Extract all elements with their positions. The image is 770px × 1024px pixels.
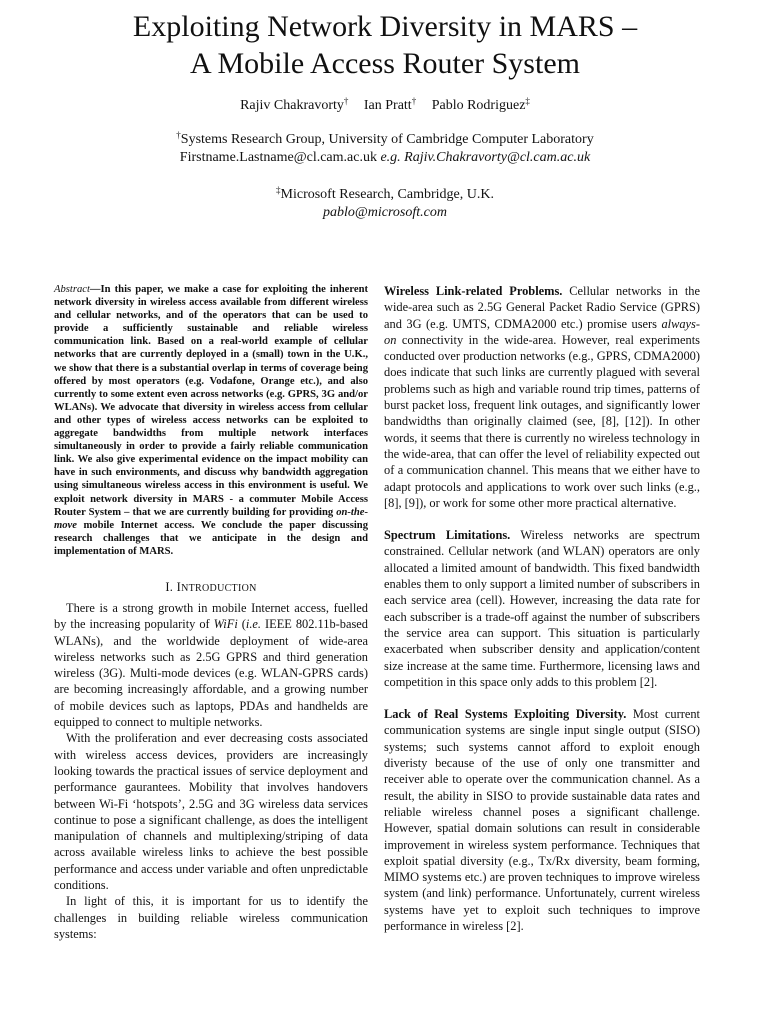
- paper-title: [0, 8, 770, 82]
- abstract: Abstract—In this paper, we make a case for exploiting the inherent network diversity in wireless access available from different wireless and cellular networks, and of the operators that can be used to provide a sufficiently sustainable and reliable wireless communication link. Based on a real-world example of cellular networks that are currently deployed in a (small) town in the U.K., we show that there is a substantial overlap in terms of coverage being offered by most operators (e.g. Vodafone, Orange etc.), and also currently to some extent even across networks (e.g. GPRS, 3G and/or WLANs). We advocate that diversity in wireless access from cellular and other types of wireless access networks can be exploited to aggregate bandwidths from multiple network interfaces simultaneously in order to provide a fairly reliable communication link. We also give experimental evidence on the impact mobility can have in such environments, and discuss why bandwidth aggregation using simultaneous wireless access in this environment is useful. We exploit network diversity in MARS - a commuter Mobile Access Router System – that we are currently building for providing on-the-move mobile Internet access. We conclude the paper discussing research challenges that we anticipate in the design and implementation of MARS.: [54, 284, 368, 557]
- intro-paragraph-3: In light of this, it is important for us to identify the challenges in building reliable wireless communication systems:: [54, 894, 368, 941]
- author-2: Ian Pratt†: [363, 96, 417, 113]
- intro-paragraph-1: There is a strong growth in mobile Internet access, fuelled by the increasing popularity of WiFi (i.e. IEEE 802.11b-based WLANs), and the worldwide deployment of wide-area wireless networks such as 2.5G GPRS and third generation wireless (3G). Multi-mode devices (e.g. WLAN-GPRS cards) are becoming increasingly affordable, and a growing number of mobile devices such as laptops, PDAs and handhelds are equipped to connect to multiple networks.: [54, 600, 368, 730]
- affiliation-cambridge: †Systems Research Group, University of Cambridge Computer Laboratory Firstname.Lastname@cl.cam.ac.uk e.g. Rajiv.Chakravorty@cl.cam.ac.uk: [176, 130, 594, 165]
- title-line-1: Exploiting Network Diversity in MARS –: [132, 10, 638, 43]
- author-list: [0, 96, 770, 114]
- title-line-2: A Mobile Access Router System: [190, 47, 580, 80]
- author-1: Rajiv Chakravorty†: [240, 96, 349, 113]
- paragraph-heading: Spectrum Limitations.: [384, 528, 511, 543]
- email-example: Rajiv.Chakravorty@cl.cam.ac.uk: [404, 150, 591, 165]
- affiliation-1-name: Systems Research Group, University of Cambridge Computer Laboratory: [180, 132, 594, 147]
- affiliation-microsoft: ‡Microsoft Research, Cambridge, U.K. pablo@microsoft.com: [276, 185, 494, 220]
- introduction-body: [54, 600, 368, 942]
- paragraph-heading: Wireless Link-related Problems.: [384, 284, 563, 298]
- wireless-link-problems: Wireless Link-related Problems. Cellular networks in the wide-area such as 2.5G General Packet Radio Service (GPRS) and 3G (e.g. UMTS, CDMA2000 etc.) promise users always-on connectivity in the wide-area. However, real experiments conducted over production networks (e.g., GPRS, CDMA2000) does indicate that such links are currently plagued with several problems such as high and variable round trip times, patterns of burst packet loss, frequent link outages, and significantly lower bandwidths than originally claimed (see, [8], [12]). In other words, it seems that there is currently no wireless technology in the wide-area, that can offer the level of reliability expected out of a communication channel. This means that we either have to adapt protocols and applications to work over such links (e.g., [8], [9]), or work for some other more practical alternative.: [384, 284, 700, 510]
- left-column: [54, 283, 368, 942]
- right-column: [384, 283, 700, 950]
- affiliation-2-name: Microsoft Research, Cambridge, U.K.: [280, 187, 494, 202]
- author-3: Pablo Rodriguez‡: [431, 96, 530, 113]
- intro-paragraph-2: With the proliferation and ever decreasing costs associated with wireless access devices, providers are increasingly looking towards the practical issues of service deployment and performance gaurantees. Mobility that involves handovers between Wi-Fi ‘hotspots’, 2.5G and 3G wireless data services continue to pose a significant challenge, as does the intelligent manipulation of channels and multiplexing/striping of data across available wireless links to achieve the best possible performance and access under variable and often unpredictable conditions.: [54, 731, 368, 893]
- email-microsoft: pablo@microsoft.com: [323, 205, 447, 220]
- abstract-label: Abstract: [54, 284, 90, 295]
- lack-of-real-systems: Lack of Real Systems Exploiting Diversity. Most current communication systems are single input single output (SISO) systems; such systems cannot afford to exploit enough diveristy because of the use of only one transmitter and receiver able to operate over the communication channel. As a result, the ability in SISO to provide sustainable data rates and reliable wireless channel poses a significant challenge. However, spatial domain solutions can result in considerable improvement in wireless system performance. Techniques that exploit spatial diversity (e.g., Tx/Rx diversity, beam forming, MIMO systems etc.) are proven techniques to improve wireless system (and link) performance. Unfortunately, current wireless systems have yet to exploit such techniques to improve performance in wireless [2].: [384, 707, 700, 933]
- spectrum-limitations: Spectrum Limitations. Wireless networks are spectrum constrained. Cellular network (and WLAN) operators are only allocated a limited amount of bandwidth. This fixed bandwidth enables them to only support a limited number of subscribers in each service area (cell). However, increasing the data rate for each subscriber is a trade-off against the number of subscribers the service area can support. This situation is particularly exacerbated when subscriber density and application/content size increase at the same time. Furthermore, licensing laws and competition in this space only adds to this problem [2].: [384, 528, 700, 689]
- email-pattern: Firstname.Lastname@cl.cam.ac.uk: [179, 150, 377, 165]
- section-heading-introduction: I. INTRODUCTION: [165, 579, 257, 594]
- paragraph-heading: Lack of Real Systems Exploiting Diversity.: [384, 707, 627, 722]
